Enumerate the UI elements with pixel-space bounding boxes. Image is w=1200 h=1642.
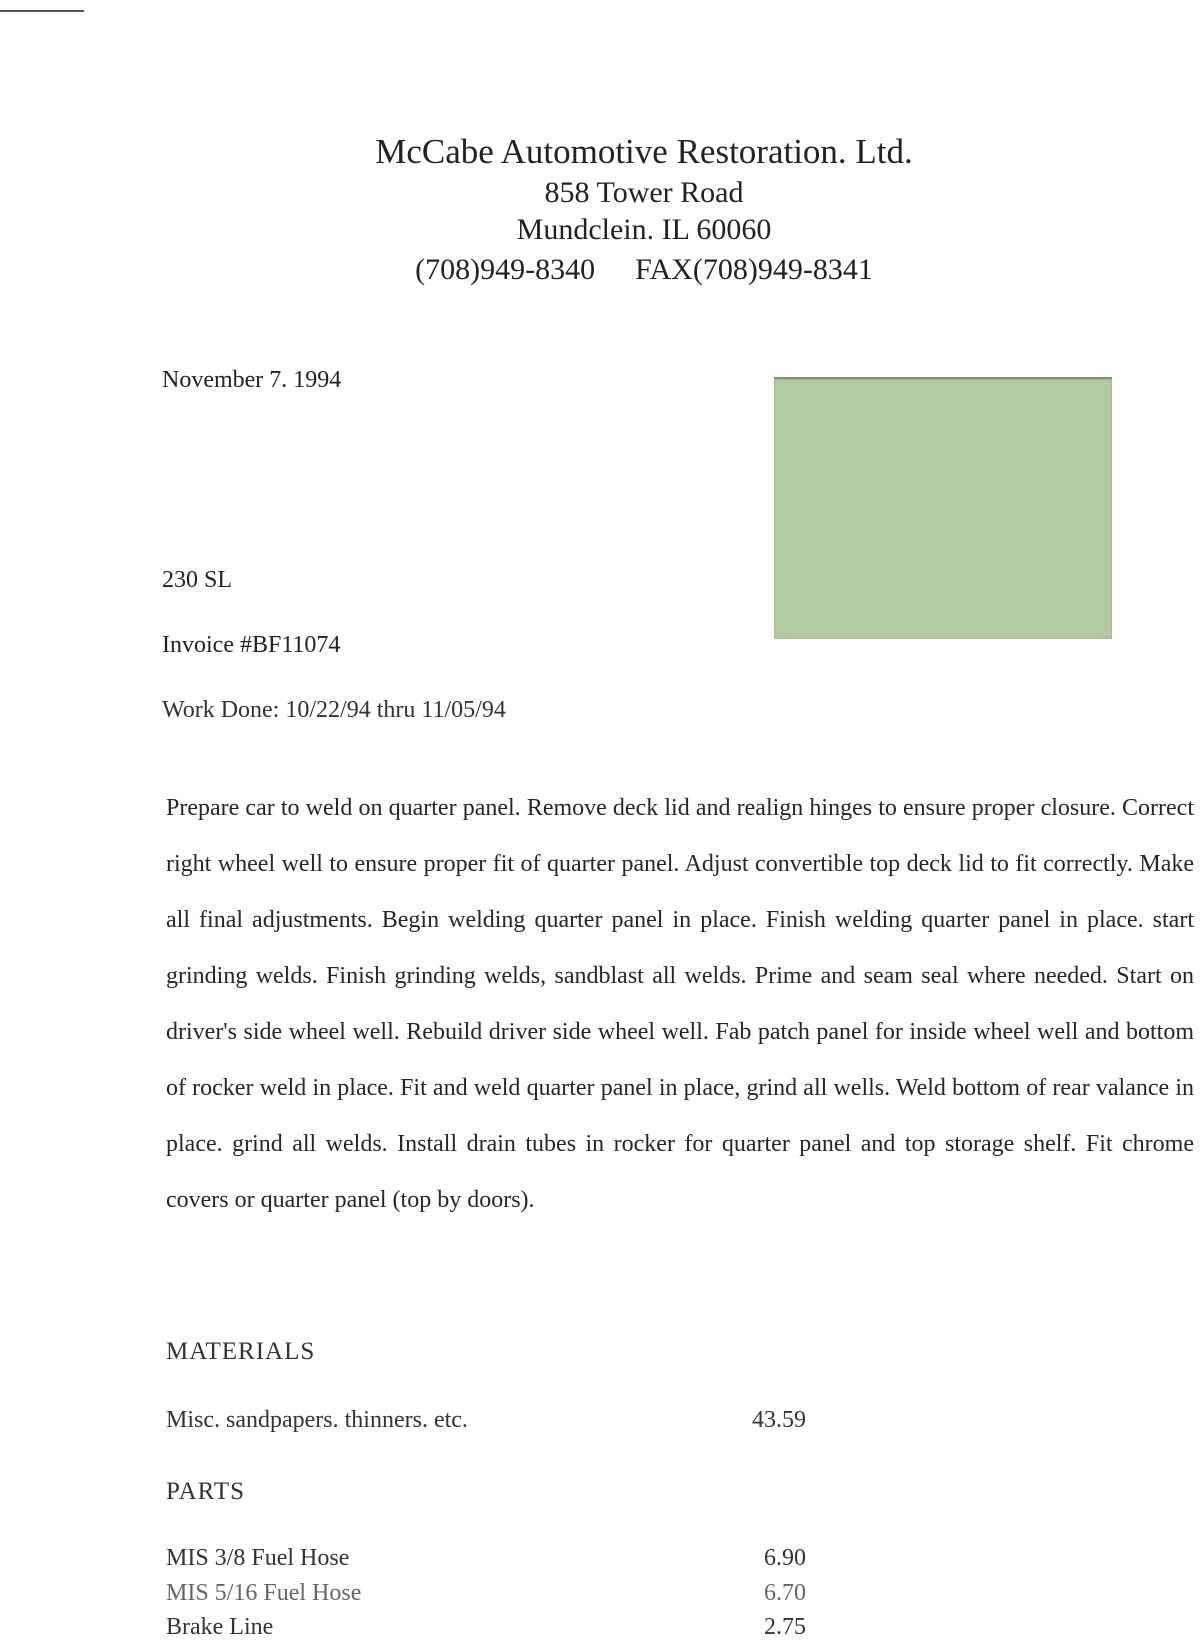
parts-item-amount: 6.70 [764, 1580, 806, 1606]
parts-item-description: Brake Line [166, 1614, 274, 1640]
company-fax: FAX(708)949-8341 [635, 253, 873, 286]
materials-heading: MATERIALS [166, 1338, 316, 1365]
company-phone: (708)949-8340 [415, 253, 596, 286]
scan-edge-mark [0, 10, 84, 12]
work-done-dates: Work Done: 10/22/94 thru 11/05/94 [162, 697, 506, 723]
materials-item-description: Misc. sandpapers. thinners. etc. [166, 1407, 468, 1433]
work-description: Prepare car to weld on quarter panel. Remove deck lid and realign hinges to ensure proper closure. Correct right wheel well to ensure proper fit of quarter panel. Adjust convertible top deck lid to fit correctly. Make all final adjustments. Begin welding quarter panel in place. Finish welding quarter panel in place. start grinding welds. Finish grinding welds, sandblast all welds. Prime and seam seal where needed. Start on driver's side wheel well. Rebuild driver side wheel well. Fab patch panel for inside wheel well and bottom of rocker weld in place. Fit and weld quarter panel in place, grind all wells. Weld bottom of rear valance in place. grind all welds. Install drain tubes in rocker for quarter panel and top storage shelf. Fit chrome covers or quarter panel (top by doors). [166, 795, 1194, 1213]
company-street: 858 Tower Road [544, 176, 744, 209]
car-model: 230 SL [162, 567, 233, 593]
parts-item-amount: 2.75 [764, 1614, 806, 1640]
company-city: Mundclein. IL 60060 [516, 213, 772, 246]
invoice-date: November 7. 1994 [162, 367, 342, 393]
materials-item-amount: 43.59 [752, 1407, 806, 1433]
company-name: McCabe Automotive Restoration. Ltd. [375, 132, 913, 171]
invoice-number: Invoice #BF11074 [162, 632, 341, 658]
parts-item-description: MIS 3/8 Fuel Hose [166, 1545, 350, 1571]
parts-item-amount: 6.90 [764, 1545, 806, 1571]
company-contact [44, 253, 1200, 287]
parts-heading: PARTS [166, 1478, 246, 1505]
sticky-note [774, 377, 1112, 639]
parts-item-description: MIS 5/16 Fuel Hose [166, 1580, 362, 1606]
